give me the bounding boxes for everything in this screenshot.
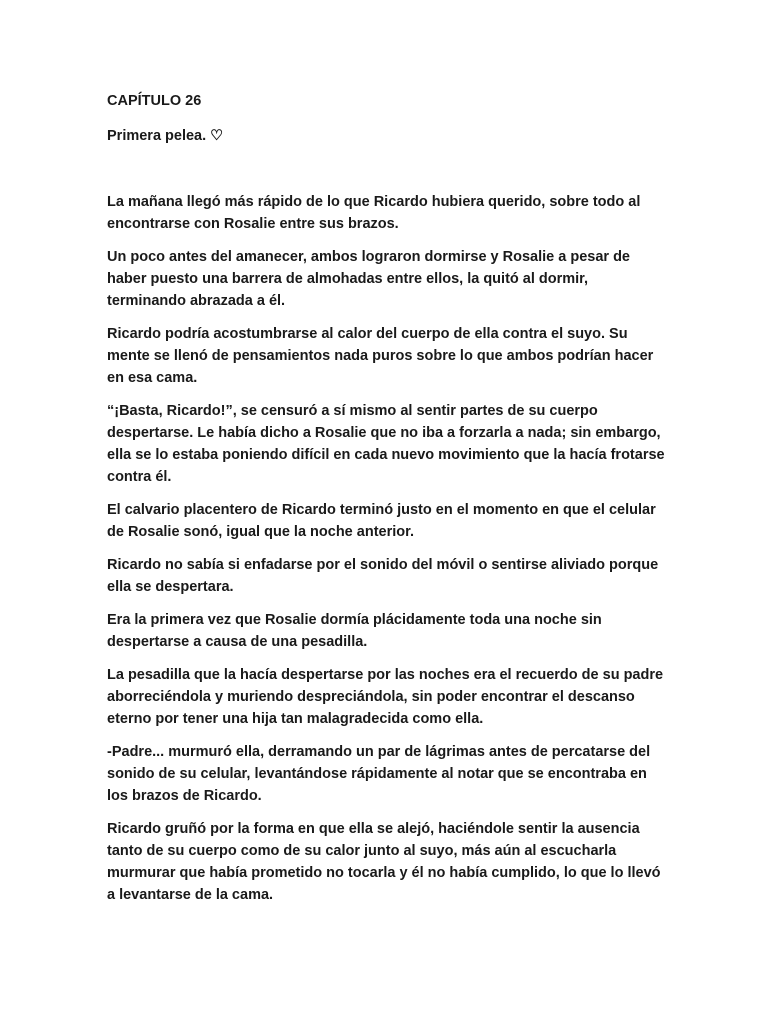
chapter-subtitle: Primera pelea. ♡ <box>107 128 224 144</box>
paragraph: Un poco antes del amanecer, ambos lograron dormirse y Rosalie a pesar de haber puesto una barrera de almohadas entre ellos, la quitó al dormir, terminando abrazada a él. <box>107 249 630 309</box>
paragraph: Ricardo no sabía si enfadarse por el sonido del móvil o sentirse aliviado porque ella se despertara. <box>107 557 659 595</box>
chapter-title: CAPÍTULO 26 <box>107 93 202 109</box>
paragraph: Era la primera vez que Rosalie dormía plácidamente toda una noche sin despertarse a causa de una pesadilla. <box>107 612 602 650</box>
paragraph: La mañana llegó más rápido de lo que Ricardo hubiera querido, sobre todo al encontrarse con Rosalie entre sus brazos. <box>107 194 641 232</box>
paragraph: Ricardo podría acostumbrarse al calor del cuerpo de ella contra el suyo. Su mente se llenó de pensamientos nada puros sobre lo que ambos podrían hacer en esa cama. <box>107 326 654 386</box>
paragraph: La pesadilla que la hacía despertarse por las noches era el recuerdo de su padre aborreciéndola y muriendo despreciándola, sin poder encontrar el descanso eterno por tener una hija tan malagradecida como ella. <box>107 667 664 727</box>
paragraph: -Padre... murmuró ella, derramando un par de lágrimas antes de percatarse del sonido de su celular, levantándose rápidamente al notar que se encontraba en los brazos de Ricardo. <box>107 744 651 804</box>
document-body <box>107 90 667 917</box>
paragraph: El calvario placentero de Ricardo terminó justo en el momento en que el celular de Rosalie sonó, igual que la noche anterior. <box>107 502 656 540</box>
paragraph: “¡Basta, Ricardo!”, se censuró a sí mismo al sentir partes de su cuerpo despertarse. Le había dicho a Rosalie que no iba a forzarla a nada; sin embargo, ella se lo estaba poniendo difícil en cada nuevo movimiento que la hacía frotarse contra él. <box>107 403 665 485</box>
paragraph: Ricardo gruñó por la forma en que ella se alejó, haciéndole sentir la ausencia tanto de su cuerpo como de su calor junto al suyo, más aún al escucharla murmurar que había prometido no tocarla y él no había cumplido, lo que lo llevó a levantarse de la cama. <box>107 821 661 903</box>
